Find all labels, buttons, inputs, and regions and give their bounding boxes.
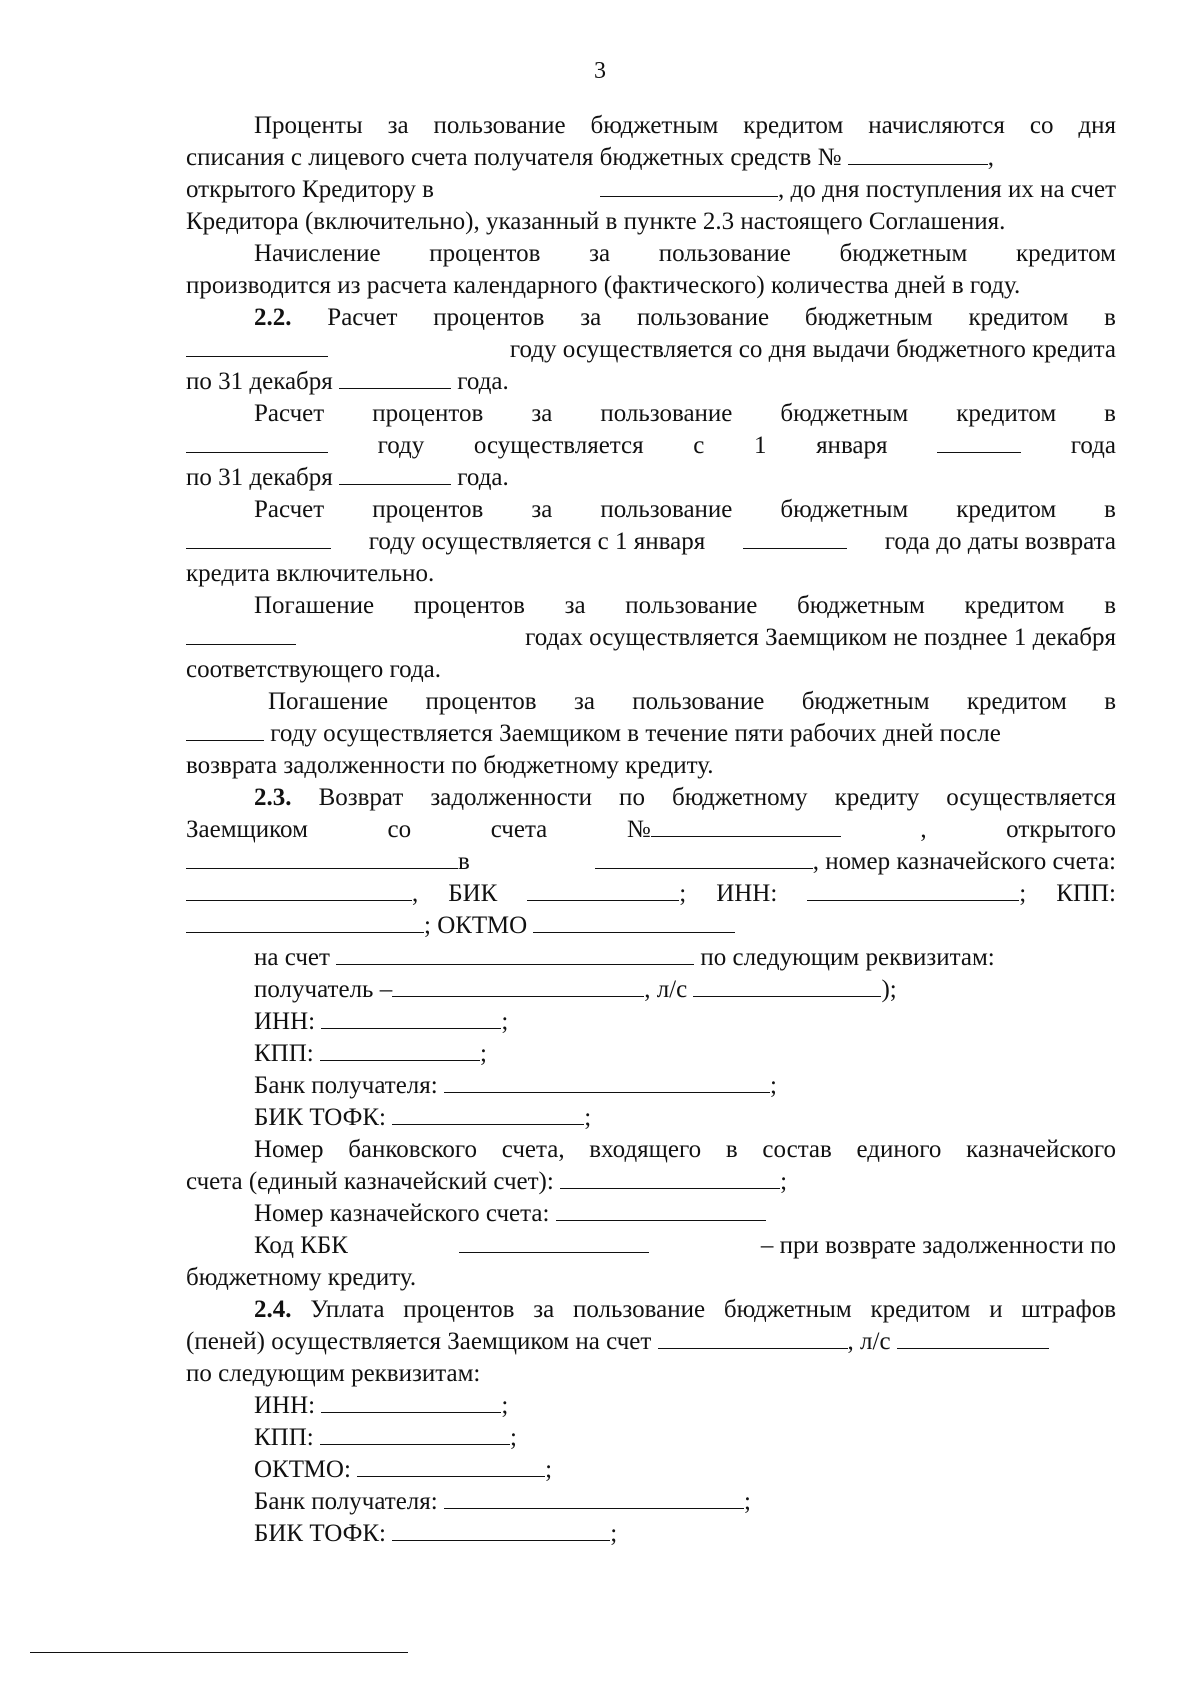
para-repay2-l2: [186, 718, 1116, 750]
para-calc3-l2: [186, 526, 1116, 558]
blank-field: [848, 142, 988, 165]
blank-field: [807, 878, 1019, 901]
footnote-separator: [30, 1652, 408, 1653]
text: ИНН:: [254, 1008, 316, 1035]
text: на счет: [254, 944, 330, 971]
text: со: [387, 816, 412, 843]
text: ;: [679, 880, 687, 907]
line-kbk: [186, 1230, 1116, 1262]
text: ; ОКТМО: [424, 912, 528, 939]
para-interest-l3: [186, 174, 1116, 206]
blank-field: [897, 1326, 1049, 1349]
para-interest-l4: Кредитора (включительно), указанный в пункте 2.3 настоящего Соглашения.: [186, 208, 1006, 235]
text: ;: [743, 1488, 751, 1515]
blank-field: [186, 878, 412, 901]
blank-field: [357, 1454, 545, 1477]
text: году осуществляется Заемщиком в течение пяти рабочих дней после: [270, 720, 1001, 747]
text: ;: [501, 1392, 509, 1419]
text: счета: [490, 816, 548, 843]
line-kpp: [186, 1038, 1116, 1070]
para-repay1-l1: Погашение процентов за пользование бюджетным кредитом в: [254, 592, 1116, 619]
text: году: [377, 432, 425, 459]
blank-field: [186, 910, 424, 933]
para-accrual-l1: Начисление процентов за пользование бюджетным кредитом: [254, 240, 1116, 267]
text: (пеней) осуществляется Заемщиком на счет: [186, 1328, 652, 1355]
para-repay1-l2: [186, 622, 1116, 654]
blank-field: [693, 974, 881, 997]
blank-field: [186, 846, 458, 869]
text: года до даты возврата: [884, 528, 1116, 555]
line-kpp-2: [186, 1422, 1116, 1454]
blank-field: [392, 974, 644, 997]
section-2-2-l3: [186, 366, 1116, 398]
para-calc2-l1: Расчет процентов за пользование бюджетным кредитом в: [254, 400, 1116, 427]
text: 1: [753, 432, 767, 459]
text: ;: [545, 1456, 553, 1483]
blank-field: [339, 366, 451, 389]
text: ;: [479, 1040, 487, 1067]
text: КПП:: [254, 1424, 314, 1451]
line-bank-2: [186, 1486, 1116, 1518]
para-interest-l1: Проценты за пользование бюджетным кредитом начисляются со дня: [254, 112, 1116, 139]
section-2-2-l2: [186, 334, 1116, 366]
line-treasury-account: [186, 1198, 1116, 1230]
section-number: 2.3.: [254, 784, 292, 811]
line-bank-account-l1: Номер банковского счета, входящего в состав единого казначейского: [254, 1136, 1116, 1163]
text: по следующим реквизитам:: [700, 944, 995, 971]
blank-field: [444, 1486, 744, 1509]
text: , л/с: [847, 1328, 891, 1355]
text: Возврат задолженности по бюджетному кредиту осуществляется: [318, 784, 1116, 811]
text: с: [693, 432, 705, 459]
line-bik-2: [186, 1518, 1116, 1550]
text: года: [1070, 432, 1116, 459]
text: года.: [457, 464, 509, 491]
text: году осуществляется со дня выдачи бюджетного кредита: [509, 336, 1116, 363]
text: , до дня поступления их на счет: [777, 176, 1116, 203]
line-bank: [186, 1070, 1116, 1102]
text: );: [881, 976, 897, 1003]
para-repay2-l1: Погашение процентов за пользование бюджетным кредитом в: [268, 688, 1116, 715]
section-2-3-l3: [186, 846, 1116, 878]
text: БИК ТОФК:: [254, 1104, 387, 1131]
section-2-3-l4: [186, 878, 1116, 910]
text: БИК ТОФК:: [254, 1520, 387, 1547]
para-calc3-l3: кредита включительно.: [186, 560, 435, 587]
blank-field: [444, 1070, 770, 1093]
text: ;: [610, 1520, 618, 1547]
line-recipient: [186, 974, 1116, 1006]
text: по 31 декабря: [186, 464, 333, 491]
para-repay2-l3: возврата задолженности по бюджетному кредиту.: [186, 752, 714, 779]
para-repay1-l3: соответствующего года.: [186, 656, 442, 683]
section-number: 2.4.: [254, 1296, 292, 1323]
text: получатель –: [254, 976, 393, 1003]
text: КПП:: [254, 1040, 314, 1067]
blank-field: [459, 1230, 649, 1253]
text: списания с лицевого счета получателя бюджетных средств №: [186, 144, 842, 171]
blank-field: [320, 1038, 480, 1061]
blank-field: [743, 526, 847, 549]
text: счета (единый казначейский счет):: [186, 1168, 554, 1195]
line-oktmo-2: [186, 1454, 1116, 1486]
blank-field: [556, 1198, 766, 1221]
text: открытого: [1006, 816, 1116, 843]
text: ;: [780, 1168, 788, 1195]
text: года.: [457, 368, 509, 395]
text: – при возврате задолженности по: [760, 1232, 1116, 1259]
text: ;: [501, 1008, 509, 1035]
text: в: [458, 848, 470, 875]
section-2-3-l2: [186, 814, 1116, 846]
blank-field: [527, 878, 679, 901]
text: ИНН:: [254, 1392, 316, 1419]
section-2-3-l5: [186, 910, 1116, 942]
blank-field: [392, 1518, 610, 1541]
blank-field: [186, 718, 264, 741]
text: Расчет процентов за пользование бюджетным кредитом в: [327, 304, 1116, 331]
blank-field: [937, 430, 1021, 453]
text: осуществляется: [473, 432, 644, 459]
document-body: [186, 110, 1116, 1550]
section-number: 2.2.: [254, 304, 292, 331]
text: ;: [769, 1072, 777, 1099]
blank-field: [320, 1422, 510, 1445]
para-calc3-l1: Расчет процентов за пользование бюджетным кредитом в: [254, 496, 1116, 523]
text: Банк получателя:: [254, 1072, 438, 1099]
text: БИК: [448, 880, 498, 907]
line-kbk-l2: бюджетному кредиту.: [186, 1264, 417, 1291]
blank-field: [600, 174, 778, 197]
blank-field: [339, 462, 451, 485]
text: ,: [920, 816, 927, 843]
text: , номер казначейского счета:: [812, 848, 1116, 875]
section-2-4-l3: по следующим реквизитам:: [186, 1360, 481, 1387]
text: №: [626, 816, 651, 843]
text: ;: [584, 1104, 592, 1131]
text: КПП:: [1056, 880, 1116, 907]
text: Заемщиком: [186, 816, 308, 843]
section-2-3-l1: [186, 782, 1116, 814]
blank-field: [560, 1166, 780, 1189]
text: году осуществляется с 1 января: [368, 528, 706, 555]
section-2-2-l1: [186, 302, 1116, 334]
para-calc2-l3: [186, 462, 1116, 494]
line-inn: [186, 1006, 1116, 1038]
section-2-4-l2: [186, 1326, 1116, 1358]
text: годах осуществляется Заемщиком не позднее 1 декабря: [525, 624, 1116, 651]
blank-field: [595, 846, 813, 869]
line-bik: [186, 1102, 1116, 1134]
blank-field: [336, 942, 694, 965]
blank-field: [186, 430, 328, 453]
text: Код КБК: [254, 1232, 348, 1259]
section-2-4-l1: [186, 1294, 1116, 1326]
blank-field: [321, 1390, 501, 1413]
text: открытого Кредитору в: [186, 176, 434, 203]
para-interest-l2: [186, 142, 1116, 174]
text: Номер казначейского счета:: [254, 1200, 550, 1227]
text: ;: [509, 1424, 517, 1451]
blank-field: [658, 1326, 848, 1349]
line-account: [186, 942, 1116, 974]
para-accrual-l2: производится из расчета календарного (фактического) количества дней в году.: [186, 272, 1021, 299]
blank-field: [186, 622, 296, 645]
para-calc2-l2: [186, 430, 1116, 462]
blank-field: [533, 910, 735, 933]
text: ИНН:: [716, 880, 778, 907]
blank-field: [392, 1102, 584, 1125]
text: Уплата процентов за пользование бюджетным кредитом и штрафов: [310, 1296, 1116, 1323]
blank-field: [186, 334, 328, 357]
text: ,: [412, 880, 419, 907]
line-bank-account-l2: [186, 1166, 1116, 1198]
line-inn-2: [186, 1390, 1116, 1422]
blank-field: [186, 526, 331, 549]
blank-field: [651, 814, 841, 837]
page-number: 3: [594, 58, 606, 84]
text: ,: [987, 144, 994, 171]
text: ;: [1019, 880, 1027, 907]
blank-field: [321, 1006, 501, 1029]
text: Банк получателя:: [254, 1488, 438, 1515]
text: января: [816, 432, 888, 459]
text: ОКТМО:: [254, 1456, 351, 1483]
text: , л/с: [644, 976, 688, 1003]
text: по 31 декабря: [186, 368, 333, 395]
